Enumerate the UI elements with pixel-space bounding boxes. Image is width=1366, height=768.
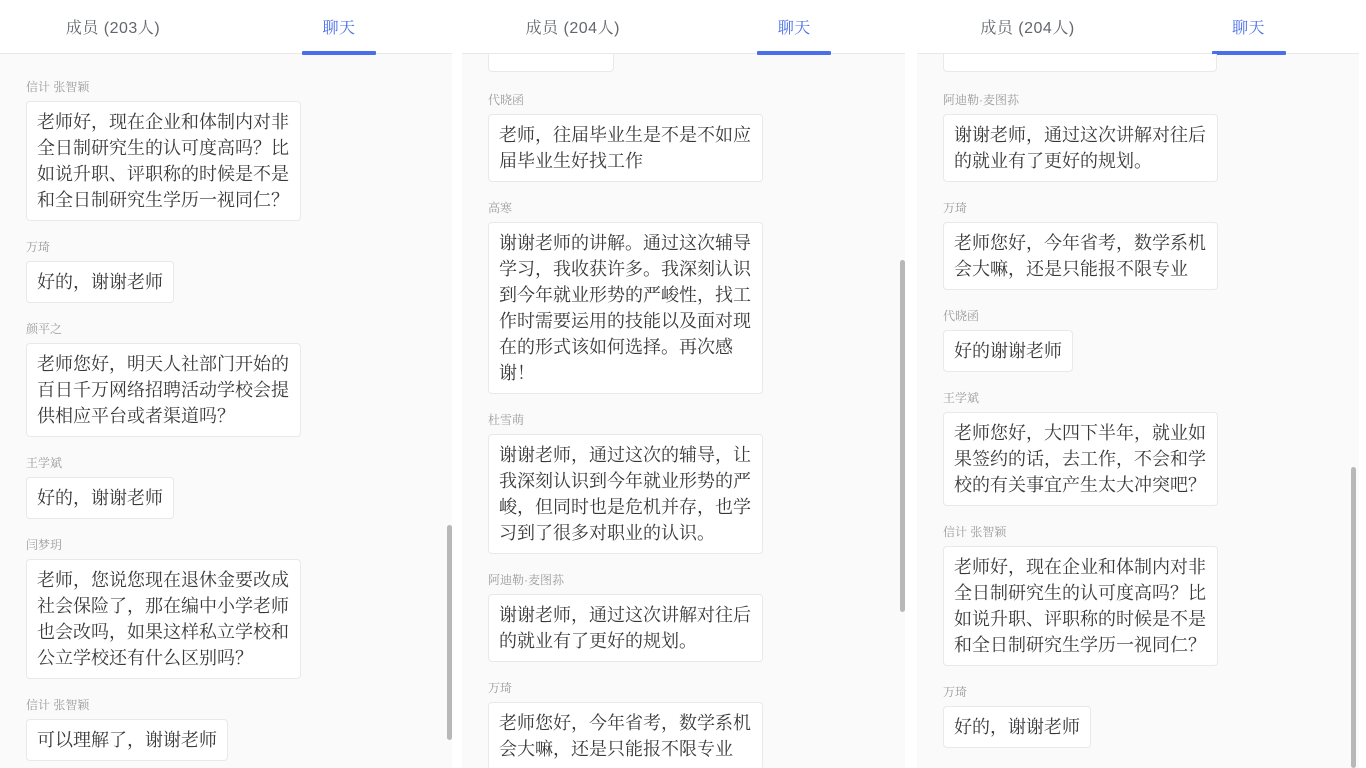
sender-name: 杜雪萌 <box>488 413 525 427</box>
chat-panel <box>0 0 452 768</box>
message-bubble: 好的，谢谢老师 <box>26 261 174 303</box>
chat-message-list[interactable] <box>0 54 452 768</box>
message-bubble: 谢谢老师，通过这次的辅导，让我深刻认识到今年就业形势的严峻，但同时也是危机并存，也学习到了很多对职业的认识。 <box>488 434 763 554</box>
tab-members[interactable]: 成员 (203人) <box>65 20 161 37</box>
message-bubble: 老师好，现在企业和体制内对非全日制研究生的认可度高吗？比如说升职、评职称的时候是不是和全日制研究生学历一视同仁？ <box>26 101 301 221</box>
chat-message <box>26 698 426 761</box>
chat-message <box>943 525 1333 666</box>
chat-message-list[interactable] <box>917 54 1359 768</box>
sender-name: 阿迪勒·麦图荪 <box>943 93 1019 107</box>
sender-name: 万琦 <box>488 681 513 695</box>
message-bubble: 老师好，现在企业和体制内对非全日制研究生的认可度高吗？比如说升职、评职称的时候是不是和全日制研究生学历一视同仁？ <box>943 546 1218 666</box>
sender-name: 高寒 <box>488 201 513 215</box>
chat-message <box>943 201 1333 290</box>
tab-bar <box>0 0 452 54</box>
chat-panel <box>917 0 1359 768</box>
message-bubble: 好的，谢谢老师 <box>26 477 174 519</box>
chat-message <box>488 413 879 554</box>
sender-name: 阿迪勒·麦图荪 <box>488 573 564 587</box>
sender-name: 闫梦玥 <box>26 538 63 552</box>
chat-message <box>943 93 1333 182</box>
tab-chat-label: 聊天 <box>777 20 811 37</box>
chat-message <box>943 685 1333 748</box>
sender-name: 代晓函 <box>488 93 525 107</box>
chat-message-list[interactable] <box>462 54 905 768</box>
chat-panel <box>462 0 905 768</box>
message-bubble: 老师您好，今年省考，数学系机会大嘛，还是只能报不限专业 <box>488 702 763 768</box>
sender-name: 王学斌 <box>26 456 63 470</box>
clipped-message-bubble <box>488 54 614 72</box>
tab-members[interactable]: 成员 (204人) <box>525 20 620 37</box>
message-bubble: 谢谢老师，通过这次讲解对往后的就业有了更好的规划。 <box>488 594 763 662</box>
chat-message <box>26 538 426 679</box>
message-bubble: 老师您好，大四下半年，就业如果签约的话，去工作，不会和学校的有关事宜产生太大冲突吧？ <box>943 412 1218 506</box>
tab-members[interactable]: 成员 (204人) <box>980 20 1075 37</box>
tab-chat[interactable] <box>226 0 452 53</box>
sender-name: 万琦 <box>943 685 968 699</box>
chat-message <box>488 681 879 768</box>
sender-name: 万琦 <box>26 240 51 254</box>
chat-message <box>26 456 426 519</box>
message-bubble: 好的，谢谢老师 <box>943 706 1091 748</box>
clipped-message-bubble <box>943 54 1217 72</box>
message-bubble: 谢谢老师，通过这次讲解对往后的就业有了更好的规划。 <box>943 114 1218 182</box>
message-bubble: 老师，您说您现在退休金要改成社会保险了，那在编中小学老师也会改吗，如果这样私立学校和公立学校还有什么区别吗？ <box>26 559 301 679</box>
scrollbar-thumb[interactable] <box>1351 467 1356 768</box>
chat-message <box>26 322 426 437</box>
tab-bar <box>462 0 905 54</box>
sender-name: 信计 张智颖 <box>26 698 90 712</box>
tab-chat[interactable] <box>1138 0 1359 53</box>
tab-chat-label: 聊天 <box>322 20 356 37</box>
tab-bar <box>917 0 1359 54</box>
message-bubble: 好的谢谢老师 <box>943 330 1073 372</box>
sender-name: 信计 张智颖 <box>26 80 90 94</box>
tab-chat-label: 聊天 <box>1231 20 1265 37</box>
message-bubble: 老师您好，明天人社部门开始的百日千万网络招聘活动学校会提供相应平台或者渠道吗？ <box>26 343 301 437</box>
chat-message <box>26 80 426 221</box>
chat-message <box>26 240 426 303</box>
chat-message <box>943 309 1333 372</box>
scrollbar-thumb[interactable] <box>900 260 905 612</box>
message-bubble: 可以理解了，谢谢老师 <box>26 719 228 761</box>
chat-message <box>943 391 1333 506</box>
tab-chat[interactable] <box>684 0 906 53</box>
chat-message <box>488 93 879 182</box>
chat-message <box>488 201 879 394</box>
message-bubble: 老师您好，今年省考，数学系机会大嘛，还是只能报不限专业 <box>943 222 1218 290</box>
message-bubble: 谢谢老师的讲解。通过这次辅导学习，我收获许多。我深刻认识到今年就业形势的严峻性，找工作时需要运用的技能以及面对现在的形式该如何选择。再次感谢！ <box>488 222 763 394</box>
sender-name: 王学斌 <box>943 391 980 405</box>
scrollbar-thumb[interactable] <box>447 525 452 740</box>
message-bubble: 老师，往届毕业生是不是不如应届毕业生好找工作 <box>488 114 763 182</box>
sender-name: 信计 张智颖 <box>943 525 1007 539</box>
sender-name: 代晓函 <box>943 309 980 323</box>
sender-name: 颜平之 <box>26 322 63 336</box>
sender-name: 万琦 <box>943 201 968 215</box>
chat-message <box>488 573 879 662</box>
